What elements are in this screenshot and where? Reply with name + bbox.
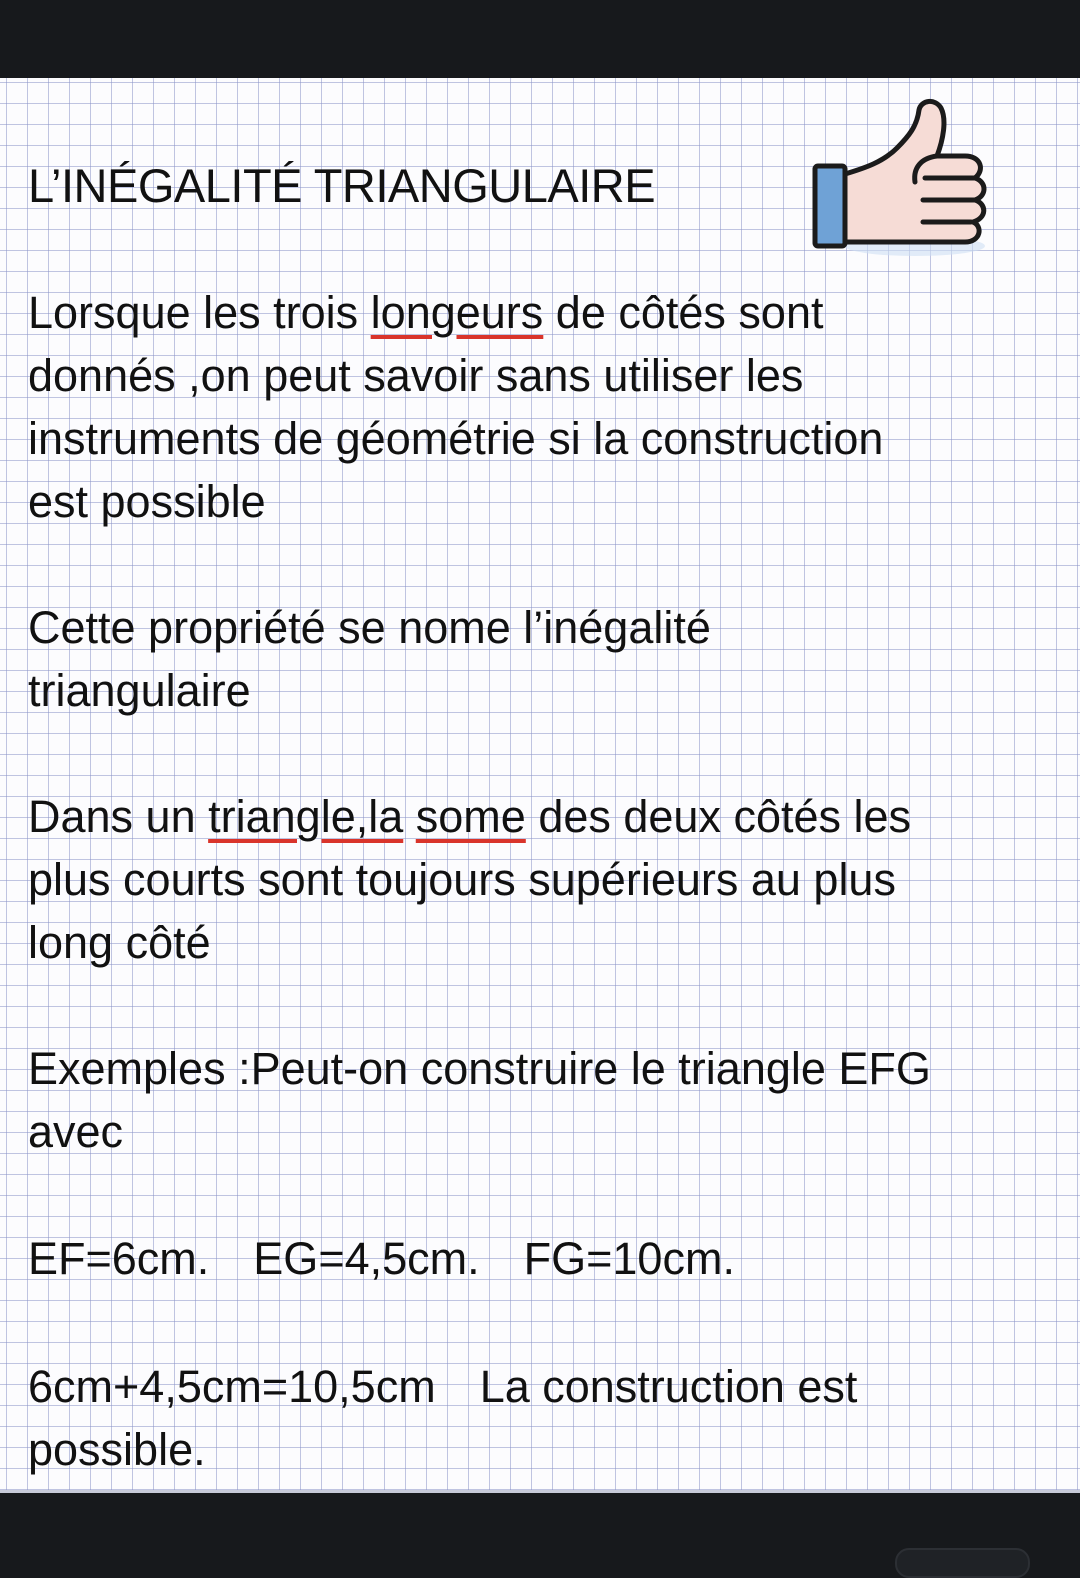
text-line: instruments de géométrie si la construction	[28, 413, 884, 464]
misspelled-word: longeurs	[370, 287, 544, 338]
top-status-bar	[0, 0, 1080, 78]
text-line: long côté	[28, 917, 211, 968]
misspelled-word: triangle,la	[208, 791, 404, 842]
text-line: avec	[28, 1106, 124, 1157]
measure-ef: EF=6cm.	[28, 1233, 210, 1284]
misspelled-word: some	[415, 791, 526, 842]
result-text: La construction est	[479, 1361, 858, 1412]
text-fragment: de côtés sont	[543, 287, 824, 338]
page-title: L’INÉGALITÉ TRIANGULAIRE	[28, 159, 656, 212]
thumbs-up-icon	[805, 96, 995, 266]
conclusion-paragraph	[28, 1355, 1068, 1481]
text-fragment: des deux côtés les	[525, 791, 912, 842]
calculation: 6cm+4,5cm=10,5cm	[28, 1361, 436, 1412]
intro-paragraph	[28, 281, 1068, 533]
text-line	[28, 785, 1068, 848]
text-fragment	[403, 791, 416, 842]
text-line: triangulaire	[28, 665, 251, 716]
text-line	[28, 1355, 1068, 1418]
text-fragment: Dans un	[28, 791, 209, 842]
text-line: Cette propriété se nome l’inégalité	[28, 602, 711, 653]
text-line: plus courts sont toujours supérieurs au plus	[28, 854, 896, 905]
text-line: possible.	[28, 1424, 206, 1475]
text-fragment: Lorsque les trois	[28, 287, 371, 338]
property-paragraph	[28, 596, 1068, 722]
grid-paper-note	[0, 78, 1080, 1490]
example-paragraph	[28, 1037, 1068, 1163]
text-line: Exemples :Peut-on construire le triangle EFG	[28, 1043, 931, 1094]
measure-eg: EG=4,5cm.	[253, 1233, 480, 1284]
rule-paragraph	[28, 785, 1068, 974]
text-line	[28, 1227, 1068, 1290]
measure-fg: FG=10cm.	[523, 1233, 735, 1284]
home-indicator[interactable]	[895, 1548, 1030, 1578]
text-line: est possible	[28, 476, 266, 527]
text-line: donnés ,on peut savoir sans utiliser les	[28, 350, 804, 401]
measures-line	[28, 1227, 1068, 1290]
text-line	[28, 281, 1068, 344]
